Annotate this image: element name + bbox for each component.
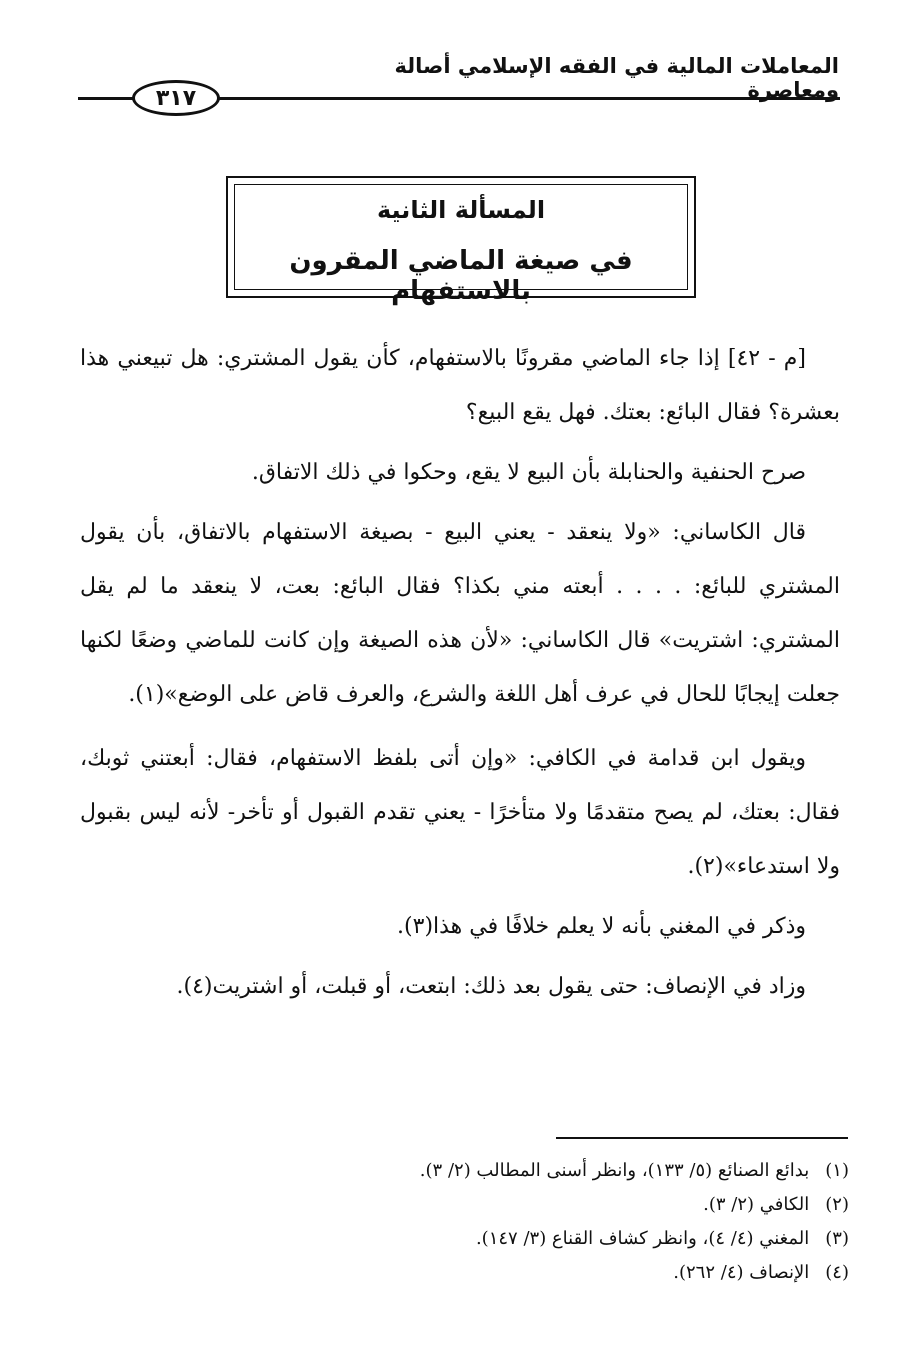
body-paragraph: وذكر في المغني بأنه لا يعلم خلافًا في هذا(٣). [397, 914, 806, 939]
body-paragraph: وزاد في الإنصاف: حتى يقول بعد ذلك: ابتعت، أو قبلت، أو اشتريت(٤). [176, 974, 806, 999]
footnote-item [89, 1188, 849, 1222]
body-paragraph: قال الكاساني: «ولا ينعقد - يعني البيع - بصيغة الاستفهام بالاتفاق، بأن يقول المشتري للبائع: . . . . أبعته مني بكذا؟ فقال البائع: بعت، لا ينعقد ما لم يقل المشتري: اشتريت» قال الكاساني: «لأن هذه الصيغة وإن كانت للماضي وضعًا لكنها جعلت إيجابًا للحال في عرف أهل اللغة والشرع، والعرف قاض على الوضع»(١). [80, 520, 840, 707]
running-header-title: المعاملات المالية في الفقه الإسلامي أصالة ومعاصرة [394, 54, 839, 102]
footnote-number: (٣) [825, 1228, 849, 1249]
body-text [80, 332, 840, 1020]
footnote-text: الإنصاف (٤/ ٢٦٢). [673, 1262, 810, 1283]
page-number-badge: ٣١٧ [132, 80, 220, 116]
footnotes [89, 1154, 849, 1290]
footnote-item [89, 1256, 849, 1290]
footnote-number: (٤) [825, 1262, 849, 1283]
section-subtitle: في صيغة الماضي المقرون بالاستفهام [289, 246, 633, 306]
section-title: المسألة الثانية [376, 196, 546, 224]
body-paragraph: ويقول ابن قدامة في الكافي: «وإن أتى بلفظ الاستفهام، فقال: أبعتني ثوبك، فقال: بعتك، لم يصح متقدمًا ولا متأخرًا - يعني تقدم القبول أو تأخر- لأنه ليس بقبول ولا استدعاء»(٢). [80, 746, 840, 879]
footnote-text: المغني (٤/ ٤)، وانظر كشاف القناع (٣/ ١٤٧). [475, 1228, 810, 1249]
footnote-separator [556, 1137, 848, 1139]
footnote-text: الكافي (٢/ ٣). [703, 1194, 810, 1215]
footnote-item [89, 1222, 849, 1256]
footnote-number: (١) [825, 1160, 849, 1181]
section-title-box [226, 176, 696, 306]
footnote-number: (٢) [825, 1194, 849, 1215]
body-paragraph: صرح الحنفية والحنابلة بأن البيع لا يقع، وحكوا في ذلك الاتفاق. [251, 460, 806, 485]
footnote-text: بدائع الصنائع (٥/ ١٣٣)، وانظر أسنى المطالب (٢/ ٣). [419, 1160, 810, 1181]
body-paragraph: [م - ٤٢] إذا جاء الماضي مقرونًا بالاستفهام، كأن يقول المشتري: هل تبيعني هذا بعشرة؟ فقال البائع: بعتك. فهل يقع البيع؟ [80, 346, 840, 425]
footnote-item [89, 1154, 849, 1188]
